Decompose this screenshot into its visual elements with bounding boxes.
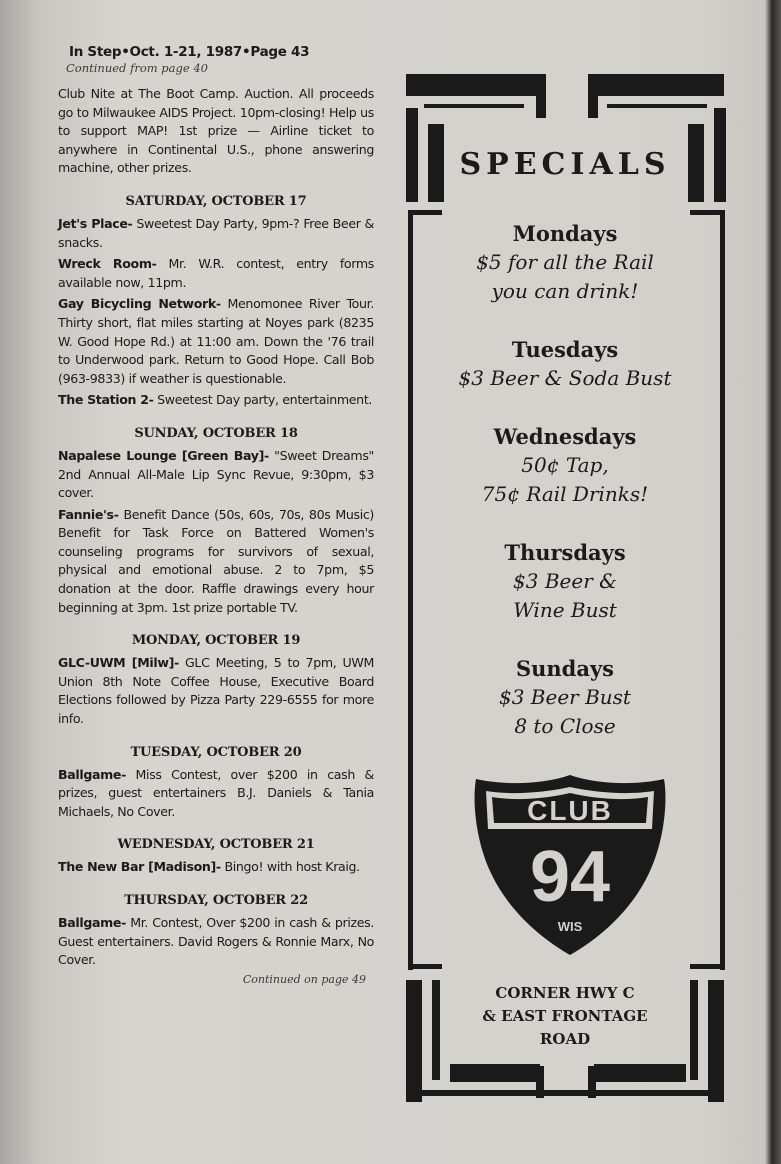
events-column	[58, 44, 374, 986]
address-line: ROAD	[539, 1030, 591, 1048]
event-venue: The Station 2-	[58, 392, 154, 408]
frame-top-bar	[596, 74, 724, 96]
frame-right-tab	[690, 964, 725, 969]
special-deal: 50¢ Tap,	[521, 453, 609, 477]
frame-top-rule	[424, 104, 524, 108]
event-listing	[58, 914, 374, 970]
special-day: Sundays	[515, 656, 615, 681]
event-venue: Ballgame-	[58, 766, 126, 782]
frame-left-tab	[408, 210, 442, 215]
logo-number: 94	[529, 837, 611, 917]
event-details: GLC Meeting, 5 to 7pm, UWM Union 8th Note Coffee House, Executive Board Elections followed by Pizza Party 229-6555 for more info.	[58, 655, 374, 727]
special-deal: $3 Beer & Soda Bust	[458, 366, 672, 390]
event-venue: Gay Bicycling Network-	[58, 296, 221, 312]
special-deal: $3 Beer &	[513, 569, 617, 593]
day-heading: MONDAY, OCTOBER 19	[131, 633, 301, 649]
event-details: Sweetest Day party, entertainment.	[153, 392, 373, 408]
day-heading: TUESDAY, OCTOBER 20	[130, 744, 302, 760]
special-deal: 8 to Close	[514, 714, 616, 738]
frame-top-post	[536, 74, 546, 118]
event-listing	[58, 858, 374, 877]
special-item	[402, 423, 728, 509]
frame-top-post	[588, 74, 598, 118]
event-listing	[58, 391, 374, 410]
event-details: Bingo! with host Kraig.	[220, 859, 360, 875]
special-item	[402, 539, 728, 625]
event-venue: The New Bar [Madison]-	[58, 859, 221, 875]
frame-top-rule	[607, 104, 707, 108]
frame-bottom-bar	[594, 1064, 686, 1082]
event-venue: Wreck Room-	[58, 256, 157, 272]
special-deal: 75¢ Rail Drinks!	[481, 482, 649, 506]
logo-club-word: CLUB	[527, 795, 613, 826]
specials-ad	[402, 74, 728, 1108]
event-venue: Fannie's-	[58, 506, 119, 522]
event-venue: Ballgame-	[58, 915, 126, 930]
special-deal: $3 Beer Bust	[499, 685, 631, 709]
frame-bottom-bar	[450, 1064, 540, 1082]
special-day: Thursdays	[504, 540, 626, 565]
special-day: Mondays	[512, 221, 618, 246]
event-details: "Sweet Dreams" 2nd Annual All-Male Lip Sync Revue, 9:30pm, $3 cover.	[58, 447, 374, 501]
special-deal: $5 for all the Rail	[476, 250, 654, 274]
special-item	[402, 336, 728, 393]
event-listing	[58, 654, 374, 728]
day-heading: SATURDAY, OCTOBER 17	[125, 193, 307, 209]
event-details: Miss Contest, over $200 in cash & prizes, guest entertainers B.J. Daniels & Tania Michaels, No Cover.	[58, 766, 374, 819]
day-listings	[58, 194, 374, 970]
address-line: CORNER HWY C	[495, 984, 635, 1002]
intro-paragraph: Club Nite at The Boot Camp. Auction. All proceeds go to Milwaukee AIDS Project. 10pm-closing! Help us to support MAP! 1st prize — Airline ticket to anywhere in Continental U.S., phone answering machine, other prizes.	[58, 86, 374, 176]
special-item	[402, 655, 728, 741]
day-heading: SUNDAY, OCTOBER 18	[134, 425, 298, 441]
event-listing	[58, 447, 374, 503]
event-details: Benefit Dance (50s, 60s, 70s, 80s Music) Benefit for Task Force on Battered Women's counseling programs for survivors of sexual, physical and emotional abuse. 2 to 7pm, $5 donation at the door. Raffle drawings every hour beginning at 3pm. 1st prize portable TV.	[58, 506, 374, 615]
logo-state: WIS	[557, 919, 583, 934]
event-details: Menomonee River Tour. Thirty short, flat miles starting at Noyes park (8235 W. Good Hope Rd.) at 11:00 am. Down the '76 trail to Underwood park. Return to Good Hope. Call Bob (963-9833) if weather is questionable.	[58, 296, 374, 386]
event-details: Mr. W.R. contest, entry forms available now, 11pm.	[58, 256, 374, 290]
frame-top-bar	[406, 74, 546, 96]
event-venue: Jet's Place-	[58, 215, 133, 231]
club-94-shield-logo	[472, 771, 668, 959]
event-listing	[58, 215, 374, 252]
event-listing	[58, 506, 374, 618]
specials-title: SPECIALS	[459, 147, 671, 182]
special-deal: Wine Bust	[513, 598, 617, 622]
ad-address	[402, 982, 728, 1051]
frame-bottom-post	[536, 1066, 544, 1098]
frame-bottom-rule	[422, 1090, 708, 1096]
day-heading: WEDNESDAY, OCTOBER 21	[117, 837, 315, 853]
special-item	[402, 220, 728, 306]
special-day: Tuesdays	[511, 337, 619, 362]
event-details: Mr. Contest, Over $200 in cash & prizes. Guest entertainers. David Rogers & Ronnie Marx, No Cover.	[58, 915, 374, 968]
special-deal: you can drink!	[491, 279, 639, 303]
day-heading: THURSDAY, OCTOBER 22	[124, 893, 308, 908]
continued-from-note: Continued from page 40	[66, 61, 208, 75]
event-venue: Napalese Lounge [Green Bay]-	[58, 447, 269, 463]
specials-list	[402, 220, 728, 771]
event-venue: GLC-UWM [Milw]-	[58, 655, 179, 671]
special-day: Wednesdays	[493, 424, 637, 449]
event-listing	[58, 766, 374, 822]
frame-left-tab	[408, 964, 442, 969]
address-line: & EAST FRONTAGE	[482, 1007, 648, 1025]
frame-right-tab	[690, 210, 725, 215]
event-listing	[58, 255, 374, 292]
page-header: In Step•Oct. 1-21, 1987•Page 43	[69, 44, 310, 60]
frame-bottom-post	[588, 1066, 596, 1098]
continued-on-note: Continued on page 49	[242, 972, 366, 986]
event-details: Sweetest Day Party, 9pm-? Free Beer & snacks.	[58, 215, 375, 250]
event-listing	[58, 295, 374, 388]
